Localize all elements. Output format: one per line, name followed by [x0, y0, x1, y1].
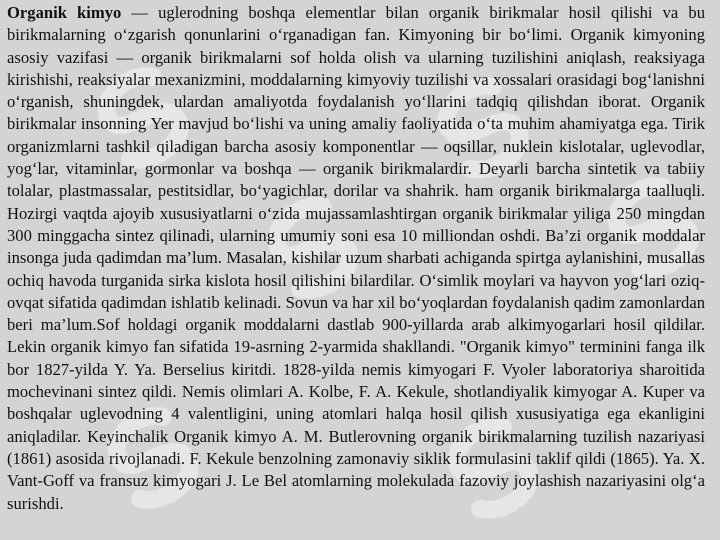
- article-paragraph: [7, 2, 705, 515]
- article-body: — uglerodning boshqa elementlar bilan organik birikmalar hosil qilishi va bu birikmalarning o‘zgarish qonunlarini o‘rganadigan fan. Kimyoning bir bo‘limi. Organik kimyoning asosiy vazifasi — organik birikmalarni sof holda olish va ularning tuzilishini aniqlash, reaksiyaga kirishishi, reaksiyalar mexanizmini, moddalarning kimyoviy tuzilishi va xossalari orasidagi bog‘lanishni o‘rganish, shuningdek, ulardan amaliyotda foydalanish yo‘llarini tadqiq qilishdan iborat. Organik birikmalar insonning Yer mavjud bo‘lishi va uning amaliy faoliyatida o‘ta muhim ahamiyatga ega. Tirik organizmlarni tashkil qiladigan barcha asosiy komponentlar — oqsillar, nuklein kislotalar, uglevodlar, yog‘lar, vitaminlar, gormonlar va boshqa — organik birikmalardir. Deyarli barcha sintetik va tabiiy tolalar, plastmassalar, pestitsidlar, bo‘yagichlar, dorilar va shahrik. ham organik birikmalarga taalluqli. Hozirgi vaqtda ajoyib xususiyatlarni o‘zida mujassamlashtirgan organik birikmalar yiliga 250 mingdan 300 minggacha sintez qilinadi, ularning umumiy soni esa 10 milliondan oshdi. Ba’zi organik moddalar insonga juda qadimdan ma’lum. Masalan, kishilar uzum sharbati achiganda spirtga aylanishini, musallas ochiq havoda turganida sirka kislota hosil qilishini bilardilar. O‘simlik moylari va hayvon yog‘lari oziq-ovqat sifatida qadimdan ishlatib kelinadi. Sovun va har xil bo‘yoqlardan foydalanish qadim zamonlardan beri ma’lum.Sof holdagi organik moddalarni dastlab 900-yillarda arab alkimyogarlari hosil qildilar. Lekin organik kimyo fan sifatida 19-asrning 2-yarmida shakllandi. "Organik kimyo" terminini fanga ilk bor 1827-yilda Y. Ya. Berselius kiritdi. 1828-yilda nemis kimyogari F. Vyoler laboratoriya sharoitida mochevinani sintez qildi. Nemis olimlari A. Kolbe, F. A. Kekule, shotlandiyalik kimyogar A. Kuper va boshqalar uglevodning 4 valentligini, uning atomlari halqa hosil qilish xususiyatiga ega ekanligini aniqladilar. Keyinchalik Organik kimyo A. M. Butlerovning organik birikmalarning tuzilish nazariyasi (1861) asosida rivojlanadi. F. Kekule benzolning zamonaviy siklik formulasini taklif qildi (1865). Ya. X. Vant-Goff va fransuz kimyogari J. Le Bel atomlarning molekulada fazoviy joylashish nazariyasini olg‘a surishdi.: [7, 3, 705, 513]
- article-term: Organik kimyo: [7, 3, 122, 22]
